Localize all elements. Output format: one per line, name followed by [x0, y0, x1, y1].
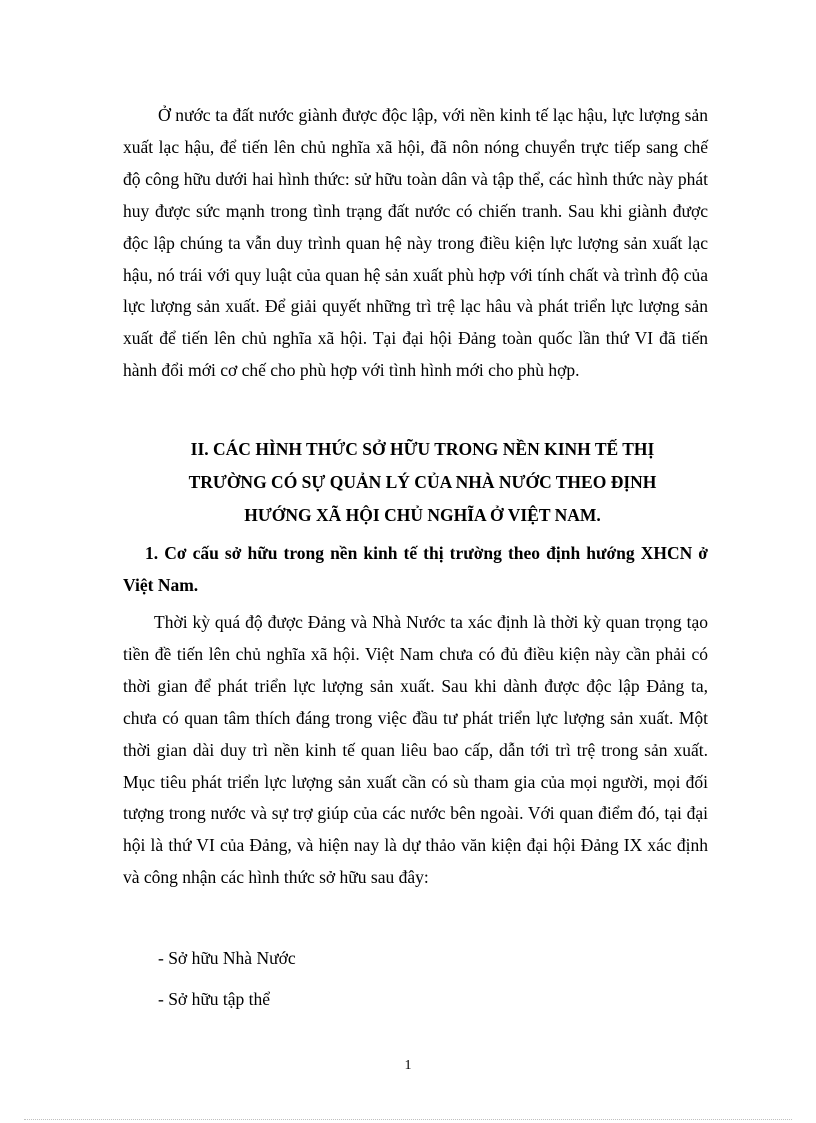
list-item: - Sở hữu tập thể — [158, 989, 271, 1009]
section-heading-line: TRƯỜNG CÓ SỰ QUẢN LÝ CỦA NHÀ NƯỚC THEO ĐỊNH — [188, 472, 657, 492]
page-bottom-divider — [24, 1119, 792, 1120]
ownership-list — [158, 938, 296, 1020]
section-heading — [130, 433, 715, 532]
section-heading-line: HƯỚNG XÃ HỘI CHỦ NGHĨA Ở VIỆT NAM. — [244, 505, 601, 525]
subsection-heading: 1. Cơ cấu sở hữu trong nền kinh tế thị trường theo định hướng XHCN ở Việt Nam. — [123, 543, 708, 595]
page-number: 1 — [404, 1058, 412, 1073]
main-paragraph: Thời kỳ quá độ được Đảng và Nhà Nước ta xác định là thời kỳ quan trọng tạo tiền đề tiến lên chủ nghĩa xã hội. Việt Nam chưa có đủ điều kiện này cần phải có thời gian để phát triển lực lượng sản xuất. Sau khi dành được độc lập Đảng ta, chưa có quan tâm thích đáng trong việc đầu tư phát triển lực lượng sản xuất. Một thời gian dài duy trì nền kinh tế quan liêu bao cấp, dẫn tới trì trệ trong sản xuất. Mục tiêu phát triển lực lượng sản xuất cần có sù tham gia của mọi người, mọi đối tượng trong nước và sự trợ giúp của các nước bên ngoài. Với quan điểm đó, tại đại hội là thứ VI của Đảng, và hiện nay là dự thảo văn kiện đại hội Đảng IX xác định và công nhận các hình thức sở hữu sau đây: — [123, 612, 708, 888]
intro-paragraph: Ở nước ta đất nước giành được độc lập, với nền kinh tế lạc hậu, lực lượng sản xuất lạc hậu, để tiến lên chủ nghĩa xã hội, đã nôn nóng chuyển trực tiếp sang chế độ công hữu dưới hai hình thức: sử hữu toàn dân và tập thể, các hình thức này phát huy được sức mạnh trong tình trạng đất nước có chiến tranh. Sau khi giành được độc lập chúng ta vẫn duy trình quan hệ này trong điều kiện lực lượng sản xuất lạc hậu, nó trái với quy luật của quan hệ sản xuất phù hợp với tính chất và trình độ của lực lượng sản xuất. Để giải quyết những trì trệ lạc hâu và phát triển lực lượng sản xuất để tiến lên chủ nghĩa xã hội. Tại đại hội Đảng toàn quốc lần thứ VI đã tiến hành đổi mới cơ chế cho phù hợp với tình hình mới cho phù hợp. — [123, 105, 708, 381]
section-heading-line: II. CÁC HÌNH THỨC SỞ HỮU TRONG NỀN KINH TẾ THỊ — [190, 439, 655, 459]
list-item: - Sở hữu Nhà Nước — [158, 948, 296, 968]
